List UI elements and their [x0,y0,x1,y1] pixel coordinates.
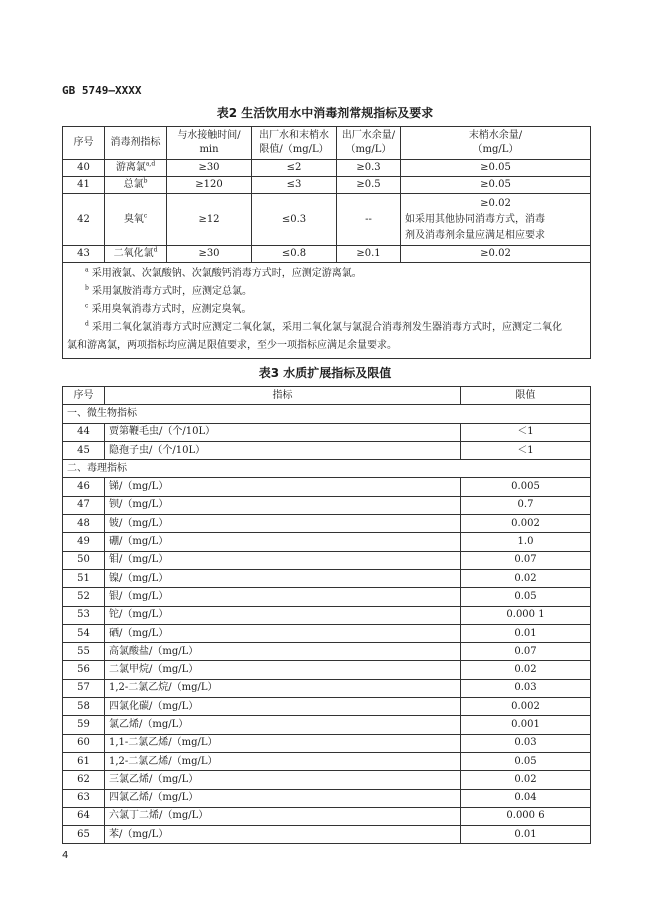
table-row: 51 镍/（mg/L） 0.02 [63,569,591,587]
table-row: 63 四氯乙烯/（mg/L） 0.04 [63,789,591,807]
table-row: 46 锑/（mg/L） 0.005 [63,478,591,496]
note-b: $^b$ 采用氯胺消毒方式时，应测定总氯。 [85,284,253,297]
table-row: 52 银/（mg/L） 0.05 [63,588,591,606]
col-header-limit: 限值 [461,387,591,405]
table-row: 60 1,1-二氯乙烯/（mg/L） 0.03 [63,734,591,752]
table3 [62,386,591,844]
table-row: 47 钡/（mg/L） 0.7 [63,496,591,514]
table-row: 49 硼/（mg/L） 1.0 [63,533,591,551]
col-header-end: 末梢水余量/ （mg/L） [401,127,591,160]
table-row: 40 游离氯$^{a,d}$ ≥30 ≤2 ≥0.3 ≥0.05 [63,160,591,177]
col-header-limit: 出厂水和末梢水 限值/（mg/L） [252,127,337,160]
col-header-contact: 与水接触时间/ min [167,127,252,160]
table-row: 45 隐孢子虫/（个/10L） ＜1 [63,441,591,459]
col-header-residual: 出厂水余量/ （mg/L） [337,127,401,160]
table3-title: 表3 水质扩展指标及限值 [258,366,392,380]
note-c: $^c$ 采用臭氧消毒方式时，应测定臭氧。 [85,302,252,315]
page-number: 4 [62,850,69,861]
table-row: 57 1,2-二氯乙烷/（mg/L） 0.03 [63,679,591,697]
table2 [62,126,591,359]
table-row: 41 总氯$^b$ ≥120 ≤3 ≥0.5 ≥0.05 [63,177,591,194]
col-header-no: 序号 [63,387,105,405]
section-row-toxicological: 二、毒理指标 [63,460,591,478]
table-row: 54 硒/（mg/L） 0.01 [63,624,591,642]
table-row: 55 高氯酸盐/（mg/L） 0.07 [63,643,591,661]
col-header-no: 序号 [63,127,105,160]
table-row: 53 铊/（mg/L） 0.000 1 [63,606,591,624]
table-row: 42 臭氧$^c$ ≥12 ≤0.3 -- ≥0.02 如采用其他协同消毒方式，消毒 剂及消毒剂余量应满足相应要求 [63,194,591,246]
note-a: $^a$ 采用液氯、次氯酸钠、次氯酸钙消毒方式时，应测定游离氯。 [85,266,362,279]
col-header-indicator: 指标 [105,387,461,405]
table-row: 48 铍/（mg/L） 0.002 [63,515,591,533]
table-row: 58 四氯化碳/（mg/L） 0.002 [63,698,591,716]
table-row: 62 三氯乙烯/（mg/L） 0.02 [63,771,591,789]
table-row: 65 苯/（mg/L） 0.01 [63,826,591,844]
table-row: 61 1,2-二氯乙烯/（mg/L） 0.05 [63,752,591,770]
section-row-microbial: 一、微生物指标 [63,405,591,423]
table-row: 64 六氯丁二烯/（mg/L） 0.000 6 [63,807,591,825]
note-d-continued: 氯和游离氯，两项指标均应满足限值要求，至少一项指标应满足余量要求。 [67,340,397,351]
table-row: 56 二氯甲烷/（mg/L） 0.02 [63,661,591,679]
table-row: 50 钼/（mg/L） 0.07 [63,551,591,569]
table2-title: 表2 生活饮用水中消毒剂常规指标及要求 [216,106,434,120]
note-d: $^d$ 采用二氧化氯消毒方式时应测定二氧化氯，采用二氧化氯与氯混合消毒剂发生器消毒方式时，应测定二氧化 [85,320,563,333]
table-row: 59 氯乙烯/（mg/L） 0.001 [63,716,591,734]
table-row: 44 贾第鞭毛虫/（个/10L） ＜1 [63,423,591,441]
table2-header-row [63,127,591,160]
table2-notes [63,263,591,359]
table3-header-row [63,387,591,405]
standard-code: GB 5749—XXXX [62,84,142,97]
col-header-name: 消毒剂指标 [105,127,167,160]
table-row: 43 二氧化氯$^d$ ≥30 ≤0.8 ≥0.1 ≥0.02 [63,246,591,263]
